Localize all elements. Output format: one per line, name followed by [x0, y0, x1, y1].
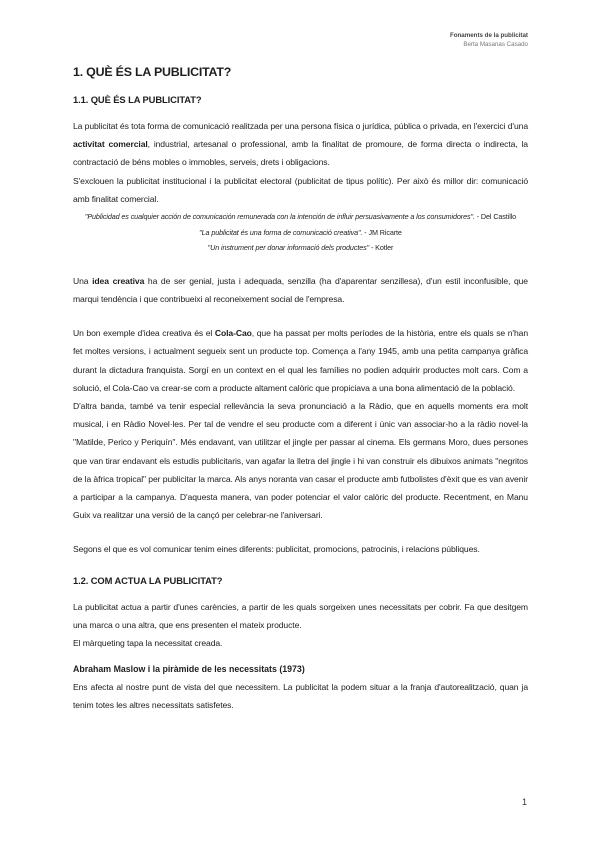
- paragraph-maslow: Ens afecta al nostre punt de vista del que necessitem. La publicitat la podem situar a la franja d'autorealització, quan ja tenim totes les altres necessitats satisfetes.: [73, 682, 528, 711]
- quote-text: "Publicidad es cualquier acción de comunicación remunerada con la intención de influir persuasivamente a los consumidores".: [84, 212, 475, 222]
- bold-term-idea-creativa: idea creativa: [92, 275, 145, 286]
- bold-term-cola-cao: Cola-Cao: [214, 328, 252, 339]
- quote-ricarte: [73, 225, 528, 241]
- page-number: 1: [521, 797, 527, 807]
- document-body: [73, 64, 528, 715]
- text-run: , que ha passat per molts períodes de la història, entre els quals se n'han fet moltes versions, i actualment segueix sent un producte top. Comença a l'any 1945, amb una petita campanya gràfica durant la dictadura franquista. Sorgí en un context en el qual les famílies no podien adquirir productes molt cars. Com a solució, el Cola-Cao va crear-se com a producte altament calòric que propiciava a una bona alimentació de la població.: [73, 328, 529, 393]
- quote-author: - Kotler: [369, 243, 394, 253]
- paragraph-cola-cao: [73, 324, 528, 397]
- text-run: Una: [73, 275, 93, 286]
- spacer: [73, 559, 528, 575]
- text-run: Un bon exemple d'idea creativa és el: [73, 328, 215, 339]
- chapter-title: 1. QUÈ ÉS LA PUBLICITAT?: [73, 65, 232, 79]
- text-run: ha de ser genial, justa i adequada, senzilla (ha d'aparentar senzillesa), d'un estil inconfusible, que marqui tendència i que contribueixi al reconeixement social de l'empresa.: [73, 275, 528, 304]
- running-header: [450, 31, 528, 49]
- bold-term-activitat-comercial: activitat comercial: [73, 139, 148, 150]
- paragraph-idea-creativa: [73, 272, 528, 308]
- text-run: , industrial, artesanal o professional, amb la finalitat de promoure, de forma directa o indirecta, la contractació de béns mobles o immobles, serveis, drets i obligacions.: [73, 139, 528, 168]
- paragraph-radio: D'altra banda, també va tenir especial rellevància la seva pronunciació a la Ràdio, que en aquells moments era molt musical, i en Ràdio Novel·les. Per tal de vendre el seu producte com a diferent i únic van associar-ho a la ràdio novel·la "Matilde, Perico y Periquín". Més endavant, van utilitzar el jingle per passar al cinema. Els germans Moro, dues persones que van tirar endavant els estudis publicitaris, van agafar la lletra del jingle i hi van construir els dibuixos animats "negritos de la àfrica tropical" per publicitar la marca. Als anys noranta van casar el producte amb futbolistes d'èxit que es van avenir a participar a la campanya. D'aquesta manera, van poder potenciar el valor calòric del producte. Recentment, en Manu Guix va realitzar una versió de la cançó per celebrar-ne l'aniversari.: [73, 401, 528, 521]
- subheading-maslow: Abraham Maslow i la piràmide de les necessitats (1973): [73, 664, 305, 675]
- spacer: [73, 256, 528, 272]
- paragraph-exclusions: S'exclouen la publicitat institucional i la publicitat electoral (publicitat de tipus polític). Per això és millor dir: comunicació amb finalitat comercial.: [73, 175, 528, 204]
- quotes-block: [73, 209, 528, 256]
- quote-text: "Un instrument per donar informació dels productes": [207, 243, 370, 253]
- paragraph-definition: [73, 117, 528, 172]
- quote-text: "La publicitat és una forma de comunicació creativa".: [199, 227, 363, 237]
- text-run: La publicitat és tota forma de comunicació realitzada per una persona física o jurídica, pública o privada, en l'exercici d'una: [73, 121, 528, 131]
- paragraph-eines: Segons el que es vol comunicar tenim eines diferents: publicitat, promocions, patrocinis, i relacions públiques.: [73, 544, 480, 555]
- paragraph-marqueting: El màrqueting tapa la necessitat creada.: [73, 638, 223, 649]
- quote-author: - Del Castillo: [474, 212, 517, 222]
- quote-del-castillo: [73, 209, 528, 225]
- quote-kotler: [73, 240, 528, 256]
- paragraph-carencies: La publicitat actua a partir d'unes carències, a partir de les quals sorgeixen unes necessitats per cobrir. Fa que desitgem una marca o una altra, que ens presenten el mateix producte.: [73, 601, 528, 630]
- section-heading-1-2: 1.2. COM ACTUA LA PUBLICITAT?: [73, 574, 223, 586]
- spacer: [73, 524, 528, 540]
- section-heading-1-1: 1.1. QUÈ ÉS LA PUBLICITAT?: [73, 94, 202, 105]
- spacer: [73, 308, 528, 324]
- header-course-title: Fonaments de la publicitat: [449, 32, 528, 39]
- quote-author: - JM Ricarte: [362, 227, 402, 237]
- spacer: [73, 652, 528, 660]
- header-author: Berta Masanas Casado: [463, 41, 528, 48]
